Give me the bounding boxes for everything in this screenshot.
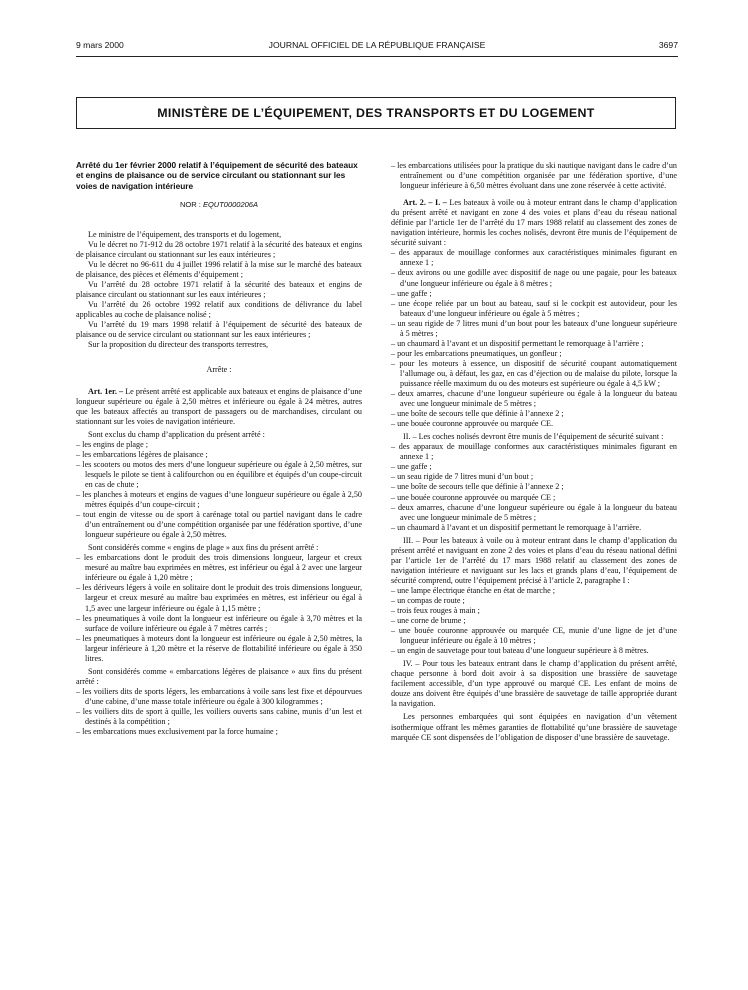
- list-item: – une gaffe ;: [391, 462, 432, 472]
- list-item: – les embarcations légères de plaisance ;: [76, 449, 208, 459]
- list-item: – les embarcations utilisées pour la pratique du ski nautique navigant dans le cadre d’un entraînement ou d’une compétition organisée par une fédération sportive, d’une longueur inférieure à 6,50 mètres évoluant dans une zone réservée à cette activité.: [391, 161, 677, 191]
- embarcations-legeres-list: [76, 687, 362, 737]
- list-item: – une bouée couronne approuvée ou marquée CE, munie d’une ligne de jet d’une longueur inférieure ou égale à 10 mètres ;: [391, 626, 677, 646]
- list-item: – une bouée couronne approuvée ou marquée CE ;: [391, 492, 556, 502]
- page-number: 3697: [658, 40, 678, 50]
- nor-value: EQUT0000206A: [202, 199, 258, 209]
- list-item: – les embarcations mues exclusivement par la force humaine ;: [76, 727, 278, 737]
- exclusions-list: [76, 440, 362, 540]
- section-iii: III. – Pour les bateaux à voile ou à moteur entrant dans le champ d’application du présent arrêté et naviguant en zone 2 des voies et plans d’eau du réseau national défini par l’article 1er de l’arrêté du 17 mars 1988 relatif au classement des zones de navigation intérieure et naviguant sur les lacs et grands plans d’eau, l’équipement de sécurité comprend, outre l’équipement précisé à l’article 2, paragraphe I :: [391, 535, 677, 585]
- list-item: – deux avirons ou une godille avec dispositif de nage ou une pagaie, pour les bateaux d’une longueur inférieure ou égale à 8 mètres ;: [391, 268, 677, 288]
- list-item: – une boîte de secours telle que définie à l’annexe 2 ;: [391, 482, 564, 492]
- paragraph: Vu l’arrêté du 28 octobre 1971 relatif à la sécurité des bateaux et engins de plaisance circulant ou stationnant sur les eaux intérieures ;: [76, 280, 362, 300]
- list-item: – les pneumatiques à moteurs dont la longueur est inférieure ou égale à 2,50 mètres, la largeur inférieure à 1,20 mètre et la réserve de flottabilité inférieure ou égale à 350 litres.: [76, 633, 362, 663]
- list-item: – un seau rigide de 7 litres muni d’un bout ;: [391, 472, 534, 482]
- paragraph: Sont exclus du champ d’application du présent arrêté :: [88, 429, 265, 439]
- header-rule: [76, 56, 678, 57]
- list-item: – une bouée couronne approuvée ou marquée CE.: [391, 419, 553, 429]
- article-label: Art. 1er. –: [88, 386, 124, 396]
- list-item: – les scooters ou motos des mers d’une longueur supérieure ou égale à 2,50 mètres, sur lesquels le pilote se tient à califourchon ou en équilibre et équipés d’un coupe-circuit en cas de chute ;: [76, 459, 362, 489]
- paragraph: Sont considérés comme « engins de plage » aux fins du présent arrêté :: [88, 543, 319, 553]
- paragraph: Sont considérés comme « embarcations légères de plaisance » aux fins du présent arrêté :: [76, 666, 362, 686]
- journal-title: JOURNAL OFFICIEL DE LA RÉPUBLIQUE FRANÇAISE: [268, 40, 486, 50]
- list-item: – tout engin de vitesse ou de sport à carénage total ou partiel navigant dans le cadre d’un entraînement ou d’une compétition organisée par une fédération sportive, d’une longueur supérieure ou égale à 2,50 mètres.: [76, 510, 362, 540]
- list-item: – les voiliers dits de sports légers, les embarcations à voile sans lest fixe et dépourvues d’une cabine, d’une masse totale inférieure ou égale à 300 kilogrammes ;: [76, 686, 362, 706]
- list-item: – les dériveurs légers à voile en solitaire dont le produit des trois dimensions longueur, largeur et creux mesuré au maître bau exprimées en mètres, est inférieur ou égal à 1,5 avec une largeur inférieure ou égale à 1,15 mètre ;: [76, 583, 362, 613]
- coches-equipment-list: [391, 442, 677, 532]
- issue-date: 9 mars 2000: [76, 40, 124, 50]
- section-ii: II. – Les coches nolisés devront être munis de l’équipement de sécurité suivant :: [403, 432, 664, 442]
- list-item: – pour les embarcations pneumatiques, un gonfleur ;: [391, 348, 562, 358]
- list-item: – pour les moteurs à essence, un dispositif de sécurité coupant automatiquement l’allumage ou, à défaut, les gaz, en cas d’éjection ou de malaise du pilote, lorsque la puissance réelle maximum du ou des moteurs est supérieure ou égale à 4,5 kW ;: [391, 358, 677, 388]
- arrete-heading: Arrête :: [206, 364, 232, 374]
- list-item: – un seau rigide de 7 litres muni d’un bout pour les bateaux d’une longueur supérieure à 5 mètres ;: [391, 318, 677, 338]
- article-label: Art. 2. – I. –: [403, 198, 447, 208]
- list-item: – un compas de route ;: [391, 595, 465, 605]
- list-item: – des apparaux de mouillage conformes aux caractéristiques minimales figurant en annexe 1 ;: [391, 248, 677, 268]
- nor-label: NOR :: [180, 199, 201, 209]
- list-item: – un chaumard à l’avant et un dispositif permettant le remorquage à l’arrière ;: [391, 338, 644, 348]
- list-item: – un engin de sauvetage pour tout bateau d’une longueur supérieure à 8 mètres.: [391, 646, 649, 656]
- paragraph: Sur la proposition du directeur des transports terrestres,: [88, 340, 269, 350]
- list-item: – une lampe électrique étanche en état de marche ;: [391, 585, 555, 595]
- engins-de-plage-list: [76, 553, 362, 664]
- list-item: – les planches à moteurs et engins de vagues d’une longueur supérieure ou égale à 2,50 mètres équipés d’un coupe-circuit ;: [76, 490, 362, 510]
- paragraph: Vu l’arrêté du 19 mars 1998 relatif à l’équipement de sécurité des bateaux de plaisance ou de service circulant ou stationnant sur les eaux intérieures ;: [76, 320, 362, 340]
- nor-reference: [76, 200, 362, 210]
- list-item: – les pneumatiques à voile dont la longueur est inférieure ou égale à 3,70 mètres et la surface de voilure inférieure ou égale à 7 mètres carrés ;: [76, 613, 362, 633]
- list-item: – les embarcations dont le produit des trois dimensions longueur, largeur et creux mesuré au maître bau exprimées en mètres, est inférieur ou égal à 2 avec une largeur inférieure ou égale à 1,20 mètre ;: [76, 553, 362, 583]
- list-item: – trois feux rouges à main ;: [391, 606, 480, 616]
- list-item: – deux amarres, chacune d’une longueur supérieure ou égale à la longueur du bateau avec une longueur minimale de 5 mètres ;: [391, 502, 677, 522]
- article-text: Le présent arrêté est applicable aux bateaux et engins de plaisance d’une longueur supérieure ou égale à 2,50 mètres et inférieure ou égale à 24 mètres, autres que les bateaux affectés au transport de passagers ou de marchandises, circulant ou stationnant sur les voies de navigation intérieure.: [76, 386, 362, 426]
- article-2: [391, 198, 677, 248]
- right-column: [391, 161, 677, 743]
- article-1: [76, 387, 362, 427]
- left-column: [76, 160, 362, 737]
- list-item: – une écope reliée par un bout au bateau, sauf si le cockpit est autovideur, pour les bateaux d’une longueur inférieure ou égale à 5 mètres ;: [391, 298, 677, 318]
- list-item: – une corne de brume ;: [391, 616, 466, 626]
- section-iv: IV. – Pour tous les bateaux entrant dans le champ d’application du présent arrêté, chaque personne à bord doit avoir à sa disposition une brassière de sauvetage facilement accessible, d’un type approuvé ou marqué CE. Les enfant de moins de douze ans doivent être équipés d’une brassière de sauvetage de taille appropriée durant la navigation.: [391, 659, 677, 709]
- list-item: – des apparaux de mouillage conformes aux caractéristiques minimales figurant en annexe 1 ;: [391, 442, 677, 462]
- list-item: – une gaffe ;: [391, 288, 432, 298]
- paragraph: Les personnes embarquées qui sont équipées en navigation d’un vêtement isothermique offrant les mêmes garanties de flottabilité qu’une brassière de sauvetage marquée CE sont dispensées de l’obligation de disposer d’une brassière de sauvetage.: [391, 712, 677, 742]
- list-item: – un chaumard à l’avant et un dispositif permettant le remorquage à l’arrière.: [391, 522, 642, 532]
- ministry-title: MINISTÈRE DE L’ÉQUIPEMENT, DES TRANSPORTS ET DU LOGEMENT: [157, 106, 595, 120]
- paragraph: Vu le décret no 96-611 du 4 juillet 1996 relatif à la mise sur le marché des bateaux de plaisance, des pièces et éléments d’équipement ;: [76, 260, 362, 280]
- list-item: – une boîte de secours telle que définie à l’annexe 2 ;: [391, 409, 564, 419]
- continued-list: [391, 161, 677, 191]
- paragraph: Vu le décret no 71-912 du 28 octobre 1971 relatif à la sécurité des bateaux et engins de plaisance circulant ou stationnant sur les eaux intérieures ;: [76, 239, 362, 260]
- ministry-banner: [76, 97, 676, 129]
- list-item: – les voiliers dits de sport à quille, les voiliers ouverts sans cabine, munis d’un lest et destinés à la compétition ;: [76, 707, 362, 727]
- article-text: Les bateaux à voile ou à moteur entrant dans le champ d’application du présent arrêté et navigant en zone 4 des voies et plans d’eau du réseau national définie par l’article 1er de l’arrêté du 17 mars 1988 relatif au classement des zones de navigation intérieure, hormis les coches nolisés, devront être munis de l’équipement de sécurité suivant :: [391, 198, 677, 248]
- list-item: – deux amarres, chacune d’une longueur supérieure ou égale à la longueur du bateau avec une longueur minimale de 5 mètres ;: [391, 389, 677, 409]
- zone2-equipment-list: [391, 586, 677, 656]
- arrete-title: Arrêté du 1er février 2000 relatif à l’équipement de sécurité des bateaux et engins de plaisance ou de service circulant ou stationnant sur les voies de navigation intérieure: [76, 160, 358, 191]
- paragraph: Vu l’arrêté du 26 octobre 1992 relatif aux conditions de délivrance du label applicables au coche de plaisance nolisé ;: [76, 300, 362, 320]
- paragraph: Le ministre de l’équipement, des transports et du logement,: [88, 229, 282, 239]
- running-header: [76, 40, 678, 54]
- list-item: – les engins de plage ;: [76, 439, 148, 449]
- zone4-equipment-list: [391, 248, 677, 429]
